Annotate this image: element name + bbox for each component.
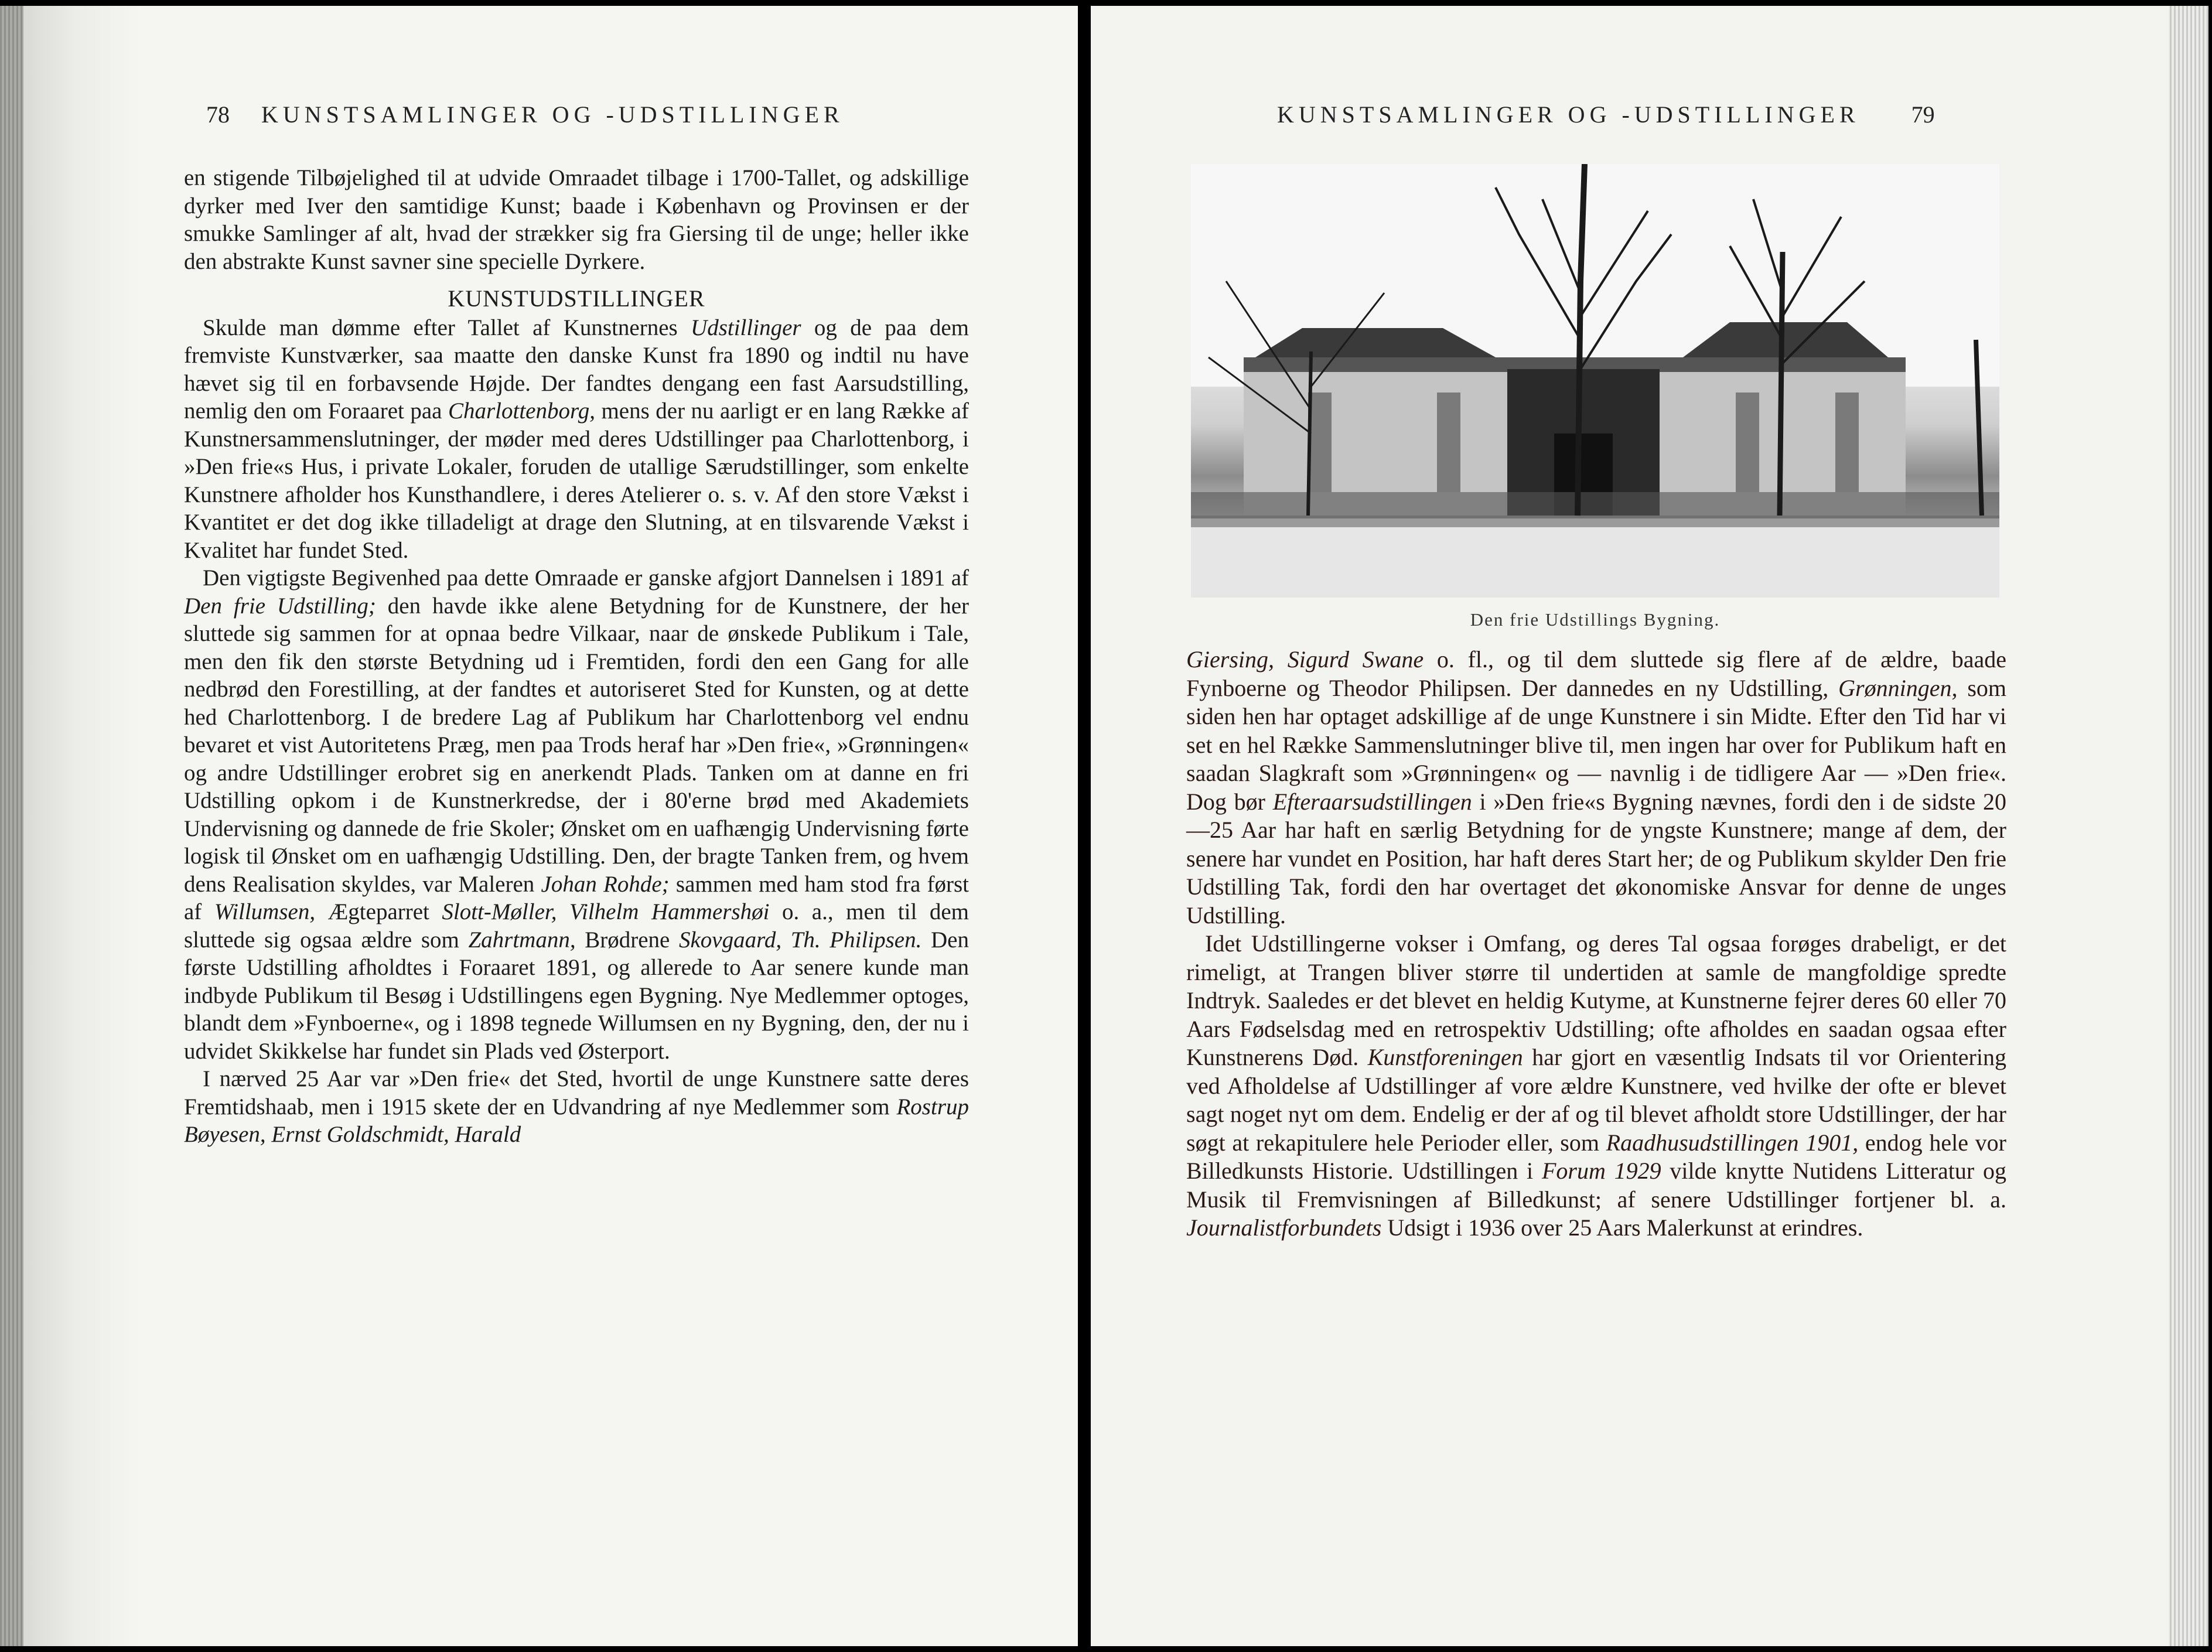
left-body-text bbox=[184, 164, 969, 1149]
right-paragraph-1: Giersing, Sigurd Swane o. fl., og til dem sluttede sig flere af de ældre, baade Fynboerne og Theodor Philipsen. Der dannedes en ny Udstilling, Grønningen, som siden hen har optaget adskillige af de unge Kunstnere i sin Midte. Efter den Tid har vi set en hel Række Sammenslutninger blive til, men ingen har over for Publikum haft en saadan Slagkraft som »Grønningen« og — navnlig i de tidligere Aar — »Den frie«. Dog bør Efteraarsudstillingen i »Den frie«s Bygning nævnes, fordi den i de sidste 20—25 Aar har haft en særlig Betydning for de yngste Kunstnere; mange af dem, der senere har vundet en Position, har haft deres Start her; de og Publikum skylder Den frie Udstilling Tak, fordi den har overtaget det økonomiske Ansvar for denne de unges Udstilling. bbox=[1186, 646, 2006, 929]
photo-caption: Den frie Udstillings Bygning. bbox=[1470, 609, 1721, 630]
right-running-head bbox=[1277, 101, 1935, 128]
right-paragraph-2: Idet Udstillingerne vokser i Omfang, og deres Tal ogsaa forøges drabeligt, er det rimeligt, at Trangen bliver større til undertiden at samle de mangfoldige spredte Indtryk. Saaledes er det blevet en heldig Kutyme, at Kunstnerne fejrer deres 60 eller 70 Aars Fødselsdag med en retrospektiv Udstilling; ofte afholdes en saadan ogsaa efter Kunstnerens Død. Kunstforeningen har gjort en væsentlig Indsats til vor Orientering ved Afholdelse af Udstillinger af vore ældre Kunstnere, ved hvilke der ofte er blevet sagt noget nyt om dem. Endelig er der af og til blevet afholdt store Udstillinger, der har søgt at rekapitulere hele Perioder eller, som Raadhusudstillingen 1901, endog hele vor Billedkunsts Historie. Udstillingen i Forum 1929 vilde knytte Nutidens Litteratur og Musik til Fremvisningen af Billedkunst; af senere Udstillinger fortjener bl. a. Journalistforbundets Udsigt i 1936 over 25 Aars Malerkunst at erindres. bbox=[1186, 930, 2006, 1241]
building-photo bbox=[1191, 164, 1999, 598]
left-paragraph-4: I nærved 25 Aar var »Den frie« det Sted, hvortil de unge Kunstnere satte deres Fremtidshaab, men i 1915 skete der en Udvandring af nye Medlemmer som Rostrup Bøyesen, Ernst Goldschmidt, Harald bbox=[184, 1066, 969, 1147]
right-body-text bbox=[1186, 646, 2006, 1243]
right-page-number: 79 bbox=[1911, 101, 1935, 128]
left-paragraph-1: en stigende Tilbøjelighed til at udvide Omraadet tilbage i 1700-Tallet, og adskillige dyrker med Iver den samtidige Kunst; baade i København og Provinsen er der smukke Samlinger af alt, hvad der strækker sig fra Giersing til de unge; heller ikke den abstrakte Kunst savner sine specielle Dyrkere. bbox=[184, 165, 969, 274]
left-paragraph-2: Skulde man dømme efter Tallet af Kunstnernes Udstillinger og de paa dem fremviste Kunstværker, saa maatte den danske Kunst fra 1890 og indtil nu have hævet sig til en forbavsende Højde. Der fandtes dengang een fast Aarsudstilling, nemlig den om Foraaret paa Charlottenborg, mens der nu aarligt er en lang Række af Kunstnersammenslutninger, der møder med deres Udstillinger paa Charlottenborg, i »Den frie«s Hus, i private Lokaler, foruden de utallige Særudstillinger, som enkelte Kunstnere afholder hos Kunsthandlere, i deres Atelierer o. s. v. Af den store Vækst i Kvantitet er det dog ikke tilladeligt at drage den Slutning, at en tilsvarende Vækst i Kvalitet har fundet Sted. bbox=[184, 315, 969, 563]
left-paragraph-3: Den vigtigste Begivenhed paa dette Omraade er ganske afgjort Dannelsen i 1891 af Den frie Udstilling; den havde ikke alene Betydning for de Kunstnere, der her sluttede sig sammen for at opnaa bedre Vilkaar, naar de ønskede Publikum i Tale, men den fik den største Betydning ud i Fremtiden, fordi den een Gang for alle nedbrød den Forestilling, at der fandtes et autoriseret Sted for Kunsten, og at dette hed Charlottenborg. I de bredere Lag af Publikum har Charlottenborg vel endnu bevaret et vist Autoritetens Præg, men paa Trods heraf har »Den frie«, »Grønningen« og andre Udstillinger erobret sig en anerkendt Plads. Tanken om at danne en fri Udstilling opkom i de Kunstnerkredse, der i 80'erne brød med Akademiets Undervisning og dannede de frie Skoler; Ønsket om en uafhængig Undervisning førte logisk til Ønsket om en uafhængig Udstilling. Den, der bragte Tanken frem, og hvem dens Realisation skyldes, var Maleren Johan Rohde; sammen med ham stod fra først af Willumsen, Ægteparret Slott-Møller, Vilhelm Hammershøi o. a., men til dem sluttede sig ogsaa ældre som Zahrtmann, Brødrene Skovgaard, Th. Philipsen. Den første Udstilling afholdtes i Foraaret 1891, og allerede to Aar senere kunde man indbyde Publikum til Besøg i Udstillingens egen Bygning. Nye Medlemmer optoges, blandt dem »Fynboerne«, og i 1898 tegnede Willumsen en ny Bygning, den, der nu i udvidet Skikkelse har fundet sin Plads ved Østerport. bbox=[184, 565, 970, 1064]
left-running-head bbox=[206, 101, 844, 128]
right-running-title: KUNSTSAMLINGER OG -UDSTILLINGER bbox=[1277, 101, 1860, 128]
section-heading: KUNSTUDSTILLINGER bbox=[448, 285, 705, 312]
left-page-number: 78 bbox=[206, 101, 230, 128]
left-running-title: KUNSTSAMLINGER OG -UDSTILLINGER bbox=[261, 101, 844, 128]
building-photo-illustration bbox=[1191, 164, 1999, 598]
book-page-edges-right bbox=[2162, 6, 2208, 1646]
